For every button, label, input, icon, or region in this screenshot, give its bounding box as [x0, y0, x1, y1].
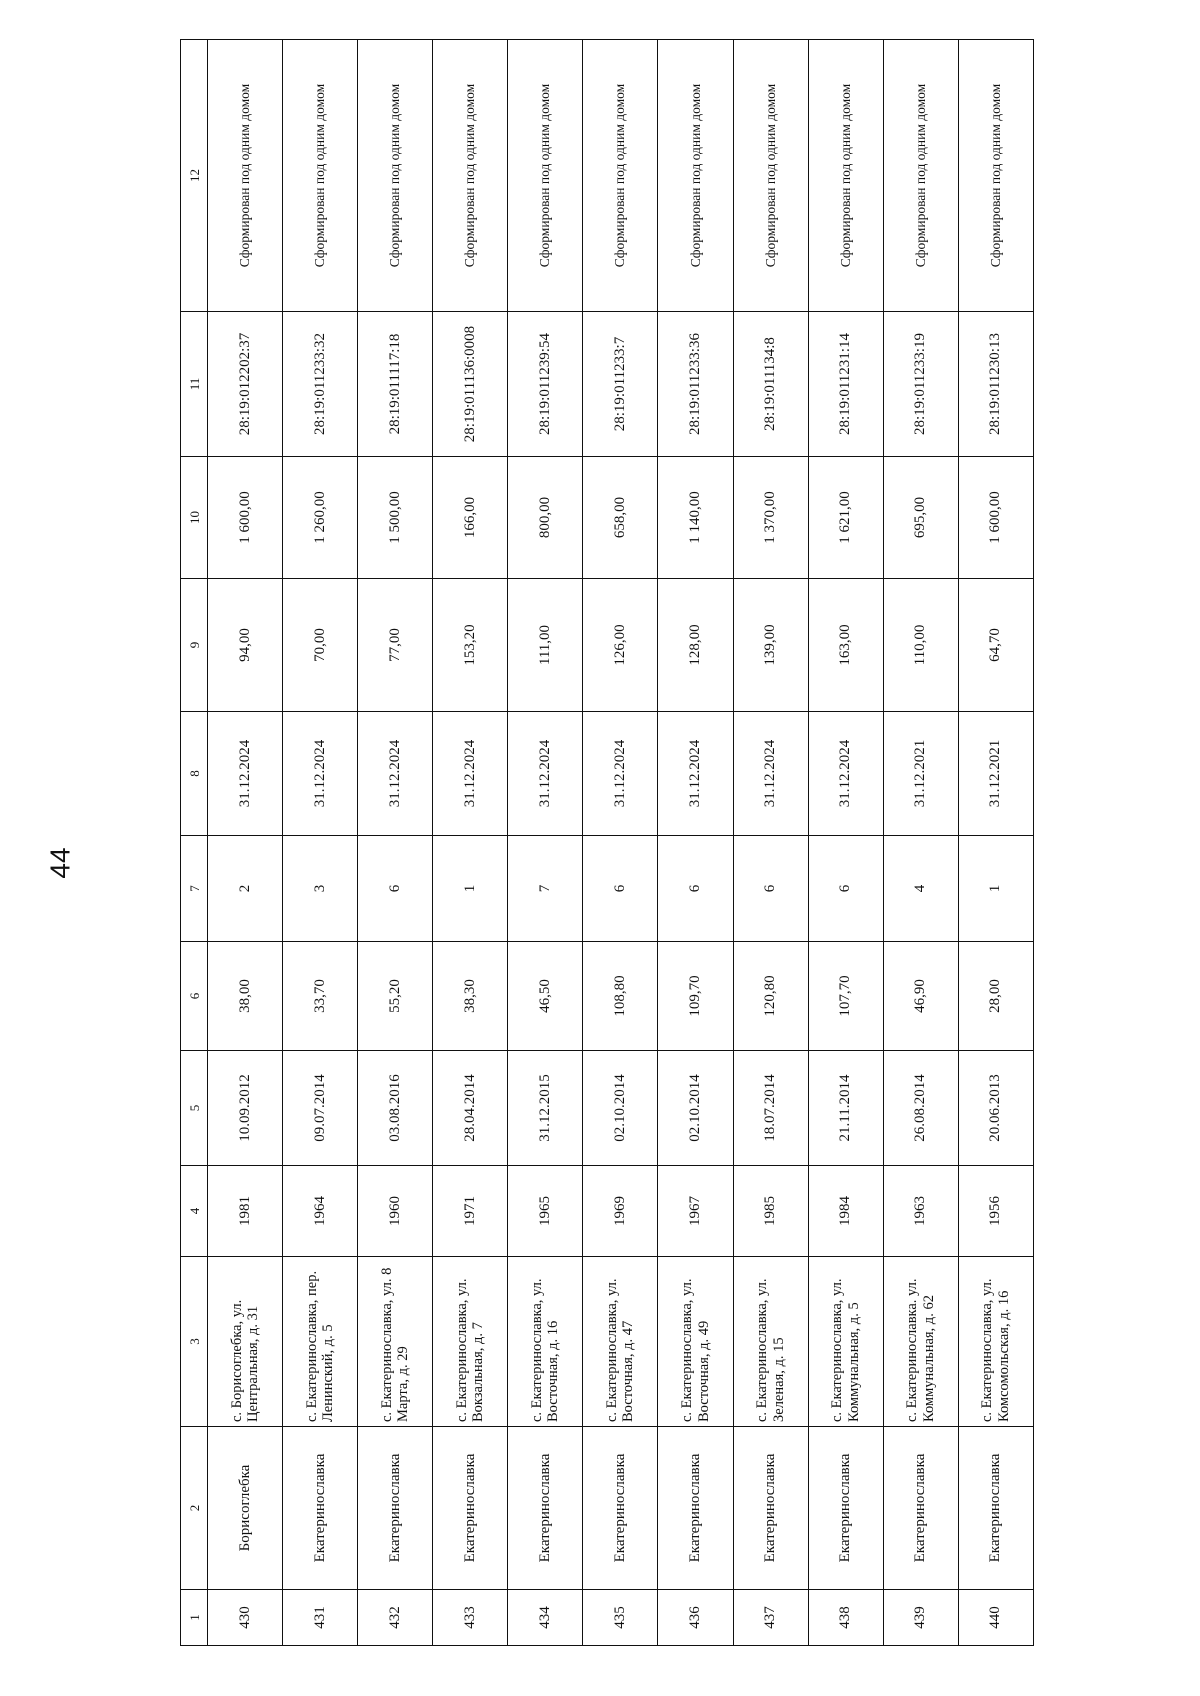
- settlement-name: Екатеринославка: [433, 1427, 508, 1590]
- address: с. Екатеринославка, ул. Вокзальная, д. 7: [433, 1257, 508, 1427]
- cadastral-number: 28:19:011233:32: [283, 312, 358, 457]
- area: 38,00: [208, 942, 283, 1051]
- settlement-name: Екатеринославка: [283, 1427, 358, 1590]
- column-9-value: 128,00: [658, 579, 733, 712]
- cadastral-number: 28:19:011230:13: [958, 312, 1033, 457]
- table-row: [733, 40, 808, 1646]
- area: 38,30: [433, 942, 508, 1051]
- land-status: Сформирован под одним домом: [733, 40, 808, 312]
- column-10-value: 1 140,00: [658, 457, 733, 579]
- column-number-6: 6: [181, 942, 208, 1051]
- column-9-value: 163,00: [808, 579, 883, 712]
- planned-date: 31.12.2021: [883, 712, 958, 836]
- cadastral-number: 28:19:011233:7: [583, 312, 658, 457]
- area: 55,20: [358, 942, 433, 1051]
- row-number: 440: [958, 1590, 1033, 1646]
- registration-date: 26.08.2014: [883, 1051, 958, 1166]
- column-9-value: 94,00: [208, 579, 283, 712]
- settlement-name: Екатеринославка: [808, 1427, 883, 1590]
- settlement-name: Екатеринославка: [733, 1427, 808, 1590]
- registration-date: 20.06.2013: [958, 1051, 1033, 1166]
- table-row: [358, 40, 433, 1646]
- settlement-name: Екатеринославка: [358, 1427, 433, 1590]
- column-10-value: 1 600,00: [958, 457, 1033, 579]
- column-number-header: [181, 40, 208, 1646]
- area: 109,70: [658, 942, 733, 1051]
- planned-date: 31.12.2024: [808, 712, 883, 836]
- column-number-7: 7: [181, 836, 208, 942]
- column-10-value: 1 621,00: [808, 457, 883, 579]
- registration-date: 31.12.2015: [508, 1051, 583, 1166]
- land-status: Сформирован под одним домом: [358, 40, 433, 312]
- land-status: Сформирован под одним домом: [508, 40, 583, 312]
- row-number: 430: [208, 1590, 283, 1646]
- residents-count: 2: [208, 836, 283, 942]
- column-9-value: 153,20: [433, 579, 508, 712]
- cadastral-number: 28:19:011233:36: [658, 312, 733, 457]
- build-year: 1965: [508, 1166, 583, 1257]
- row-number: 435: [583, 1590, 658, 1646]
- column-number-11: 11: [181, 312, 208, 457]
- land-status: Сформирован под одним домом: [433, 40, 508, 312]
- page-number: 44: [45, 847, 76, 879]
- row-number: 434: [508, 1590, 583, 1646]
- table-body: [181, 40, 1034, 1646]
- settlement-name: Екатеринославка: [958, 1427, 1033, 1590]
- column-number-10: 10: [181, 457, 208, 579]
- address: с. Екатеринославка, ул. Восточная, д. 16: [508, 1257, 583, 1427]
- row-number: 438: [808, 1590, 883, 1646]
- column-9-value: 111,00: [508, 579, 583, 712]
- settlement-name: Борисоглебка: [208, 1427, 283, 1590]
- column-9-value: 77,00: [358, 579, 433, 712]
- area: 46,50: [508, 942, 583, 1051]
- address: с. Борисоглебка, ул. Центральная, д. 31: [208, 1257, 283, 1427]
- table-row: [658, 40, 733, 1646]
- column-10-value: 800,00: [508, 457, 583, 579]
- cadastral-number: 28:19:011233:19: [883, 312, 958, 457]
- residents-count: 6: [583, 836, 658, 942]
- build-year: 1960: [358, 1166, 433, 1257]
- table-row: [208, 40, 283, 1646]
- column-10-value: 1 370,00: [733, 457, 808, 579]
- address: с. Екатеринославка, ул. Восточная, д. 47: [583, 1257, 658, 1427]
- planned-date: 31.12.2024: [433, 712, 508, 836]
- settlement-name: Екатеринославка: [508, 1427, 583, 1590]
- residents-count: 6: [658, 836, 733, 942]
- build-year: 1964: [283, 1166, 358, 1257]
- column-9-value: 70,00: [283, 579, 358, 712]
- address: с. Екатеринославка, ул. Зеленая, д. 15: [733, 1257, 808, 1427]
- residents-count: 1: [433, 836, 508, 942]
- address: с. Екатеринославка, ул. Восточная, д. 49: [658, 1257, 733, 1427]
- registration-date: 02.10.2014: [658, 1051, 733, 1166]
- column-9-value: 64,70: [958, 579, 1033, 712]
- registration-date: 02.10.2014: [583, 1051, 658, 1166]
- planned-date: 31.12.2024: [508, 712, 583, 836]
- cadastral-number: 28:19:012202:37: [208, 312, 283, 457]
- registration-date: 03.08.2016: [358, 1051, 433, 1166]
- address: с. Екатеринославка, ул. Комсомольская, д. 16: [958, 1257, 1033, 1427]
- residents-count: 7: [508, 836, 583, 942]
- cadastral-number: 28:19:011239:54: [508, 312, 583, 457]
- address: с. Екатеринославка, пер. Ленинский, д. 5: [283, 1257, 358, 1427]
- build-year: 1981: [208, 1166, 283, 1257]
- build-year: 1969: [583, 1166, 658, 1257]
- planned-date: 31.12.2024: [733, 712, 808, 836]
- area: 120,80: [733, 942, 808, 1051]
- rotated-table-wrapper: [180, 40, 1034, 1646]
- column-number-1: 1: [181, 1590, 208, 1646]
- build-year: 1984: [808, 1166, 883, 1257]
- column-number-3: 3: [181, 1257, 208, 1427]
- residents-count: 6: [358, 836, 433, 942]
- registration-date: 10.09.2012: [208, 1051, 283, 1166]
- build-year: 1956: [958, 1166, 1033, 1257]
- houses-table: [180, 39, 1034, 1646]
- column-9-value: 139,00: [733, 579, 808, 712]
- table-row: [808, 40, 883, 1646]
- residents-count: 1: [958, 836, 1033, 942]
- land-status: Сформирован под одним домом: [583, 40, 658, 312]
- row-number: 439: [883, 1590, 958, 1646]
- area: 108,80: [583, 942, 658, 1051]
- table-row: [283, 40, 358, 1646]
- row-number: 436: [658, 1590, 733, 1646]
- settlement-name: Екатеринославка: [658, 1427, 733, 1590]
- table-row: [583, 40, 658, 1646]
- planned-date: 31.12.2024: [658, 712, 733, 836]
- column-9-value: 126,00: [583, 579, 658, 712]
- settlement-name: Екатеринославка: [883, 1427, 958, 1590]
- build-year: 1985: [733, 1166, 808, 1257]
- registration-date: 18.07.2014: [733, 1051, 808, 1166]
- land-status: Сформирован под одним домом: [283, 40, 358, 312]
- table-row: [433, 40, 508, 1646]
- area: 33,70: [283, 942, 358, 1051]
- registration-date: 09.07.2014: [283, 1051, 358, 1166]
- planned-date: 31.12.2024: [208, 712, 283, 836]
- registration-date: 28.04.2014: [433, 1051, 508, 1166]
- table-row: [958, 40, 1033, 1646]
- column-10-value: 166,00: [433, 457, 508, 579]
- land-status: Сформирован под одним домом: [658, 40, 733, 312]
- cadastral-number: 28:19:011136:0008: [433, 312, 508, 457]
- column-number-4: 4: [181, 1166, 208, 1257]
- address: с. Екатеринославка. ул. Коммунальная, д. 62: [883, 1257, 958, 1427]
- column-number-2: 2: [181, 1427, 208, 1590]
- land-status: Сформирован под одним домом: [883, 40, 958, 312]
- table-row: [508, 40, 583, 1646]
- residents-count: 6: [808, 836, 883, 942]
- residents-count: 4: [883, 836, 958, 942]
- build-year: 1963: [883, 1166, 958, 1257]
- build-year: 1971: [433, 1166, 508, 1257]
- cadastral-number: 28:19:011117:18: [358, 312, 433, 457]
- planned-date: 31.12.2024: [358, 712, 433, 836]
- residents-count: 3: [283, 836, 358, 942]
- planned-date: 31.12.2024: [583, 712, 658, 836]
- table-row: [883, 40, 958, 1646]
- column-10-value: 658,00: [583, 457, 658, 579]
- column-number-5: 5: [181, 1051, 208, 1166]
- planned-date: 31.12.2024: [283, 712, 358, 836]
- row-number: 437: [733, 1590, 808, 1646]
- area: 28,00: [958, 942, 1033, 1051]
- row-number: 432: [358, 1590, 433, 1646]
- registration-date: 21.11.2014: [808, 1051, 883, 1166]
- area: 107,70: [808, 942, 883, 1051]
- row-number: 431: [283, 1590, 358, 1646]
- column-9-value: 110,00: [883, 579, 958, 712]
- column-number-12: 12: [181, 40, 208, 312]
- address: с. Екатеринославка, ул. Коммунальная, д. 5: [808, 1257, 883, 1427]
- build-year: 1967: [658, 1166, 733, 1257]
- land-status: Сформирован под одним домом: [958, 40, 1033, 312]
- column-number-8: 8: [181, 712, 208, 836]
- area: 46,90: [883, 942, 958, 1051]
- column-10-value: 1 500,00: [358, 457, 433, 579]
- planned-date: 31.12.2021: [958, 712, 1033, 836]
- settlement-name: Екатеринославка: [583, 1427, 658, 1590]
- row-number: 433: [433, 1590, 508, 1646]
- column-10-value: 1 260,00: [283, 457, 358, 579]
- address: с. Екатеринославка, ул. 8 Марта, д. 29: [358, 1257, 433, 1427]
- land-status: Сформирован под одним домом: [208, 40, 283, 312]
- residents-count: 6: [733, 836, 808, 942]
- column-10-value: 695,00: [883, 457, 958, 579]
- column-10-value: 1 600,00: [208, 457, 283, 579]
- land-status: Сформирован под одним домом: [808, 40, 883, 312]
- cadastral-number: 28:19:011231:14: [808, 312, 883, 457]
- cadastral-number: 28:19:011134:8: [733, 312, 808, 457]
- column-number-9: 9: [181, 579, 208, 712]
